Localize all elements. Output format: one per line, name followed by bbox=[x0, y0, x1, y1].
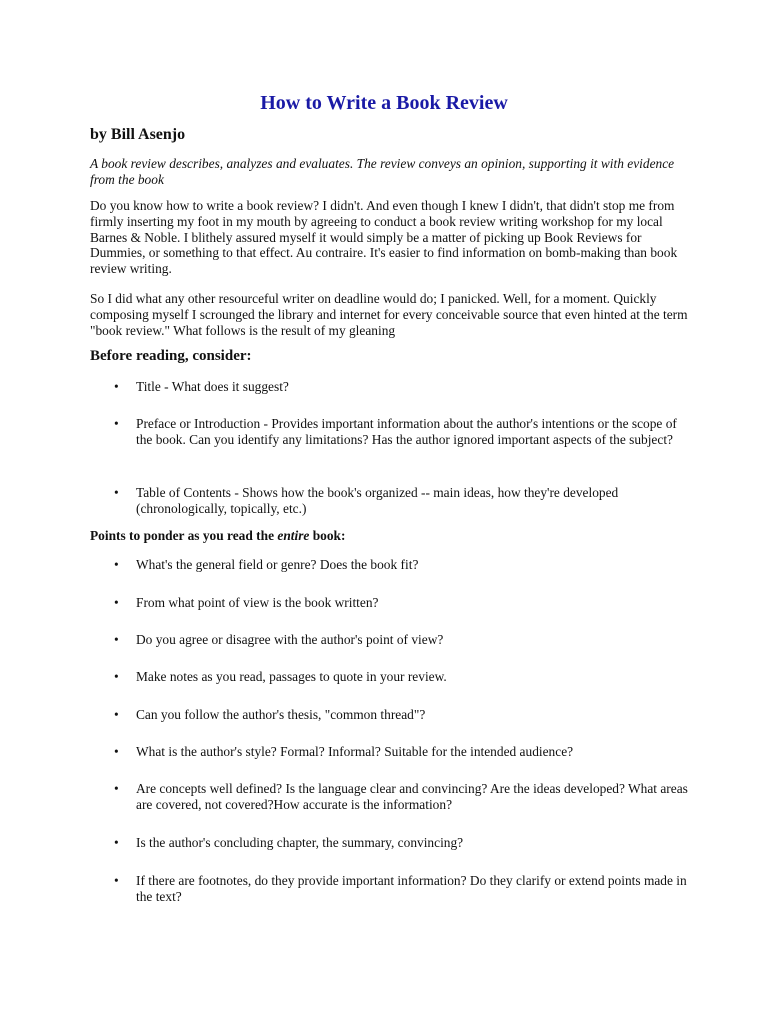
body-paragraph-2: So I did what any other resourceful writer on deadline would do; I panicked. Well, for a moment. Quickly composing myself I scrounged the library and internet for every conceivable source that even hinted at the term "book review." What follows is the result of my gleaning bbox=[90, 291, 688, 338]
bullet-marker: • bbox=[114, 873, 119, 888]
bullet-marker: • bbox=[114, 707, 119, 722]
list-item: Are concepts well defined? Is the language clear and convincing? Are the ideas developed? What areas are covered, not covered?How accurate is the information? bbox=[136, 781, 688, 812]
list-item: Is the author's concluding chapter, the summary, convincing? bbox=[136, 835, 464, 850]
points-heading: Points to ponder as you read the entire book: bbox=[90, 528, 346, 543]
list-item: Do you agree or disagree with the author's point of view? bbox=[136, 632, 444, 647]
body-paragraph-1: Do you know how to write a book review? I didn't. And even though I knew I didn't, that didn't stop me from firmly inserting my foot in my mouth by agreeing to conduct a book review writing workshop for my local Barnes & Noble. I blithely assured myself it would simply be a matter of picking up Book Reviews for Dummies, or something to that effect. Au contraire. It's easier to find information on bomb-making than book review writing. bbox=[90, 198, 678, 277]
bullet-marker: • bbox=[114, 485, 119, 500]
bullet-marker: • bbox=[114, 669, 119, 684]
bullet-marker: • bbox=[114, 595, 119, 610]
author-byline: by Bill Asenjo bbox=[90, 126, 186, 143]
list-item: If there are footnotes, do they provide important information? Do they clarify or extend points made in the text? bbox=[136, 873, 687, 904]
bullet-marker: • bbox=[114, 416, 119, 431]
list-item: Title - What does it suggest? bbox=[136, 379, 289, 394]
list-item: Table of Contents - Shows how the book's organized -- main ideas, how they're developed (chronologically, topically, etc.) bbox=[136, 485, 619, 516]
bullet-marker: • bbox=[114, 632, 119, 647]
list-item: Make notes as you read, passages to quote in your review. bbox=[136, 669, 447, 684]
bullet-marker: • bbox=[114, 557, 119, 572]
list-item: What is the author's style? Formal? Informal? Suitable for the intended audience? bbox=[136, 744, 574, 759]
list-item: What's the general field or genre? Does the book fit? bbox=[136, 557, 419, 572]
bullet-marker: • bbox=[114, 781, 119, 796]
before-reading-heading: Before reading, consider: bbox=[90, 348, 252, 364]
bullet-marker: • bbox=[114, 379, 119, 394]
list-item: From what point of view is the book written? bbox=[136, 595, 379, 610]
intro-paragraph: A book review describes, analyzes and evaluates. The review conveys an opinion, supporting it with evidence from the book bbox=[90, 156, 675, 187]
list-item: Preface or Introduction - Provides important information about the author's intentions or the scope of the book. Can you identify any limitations? Has the author ignored important aspects of the subject? bbox=[136, 416, 677, 447]
bullet-marker: • bbox=[114, 744, 119, 759]
document-title: How to Write a Book Review bbox=[260, 92, 508, 114]
list-item: Can you follow the author's thesis, "common thread"? bbox=[136, 707, 426, 722]
bullet-marker: • bbox=[114, 835, 119, 850]
